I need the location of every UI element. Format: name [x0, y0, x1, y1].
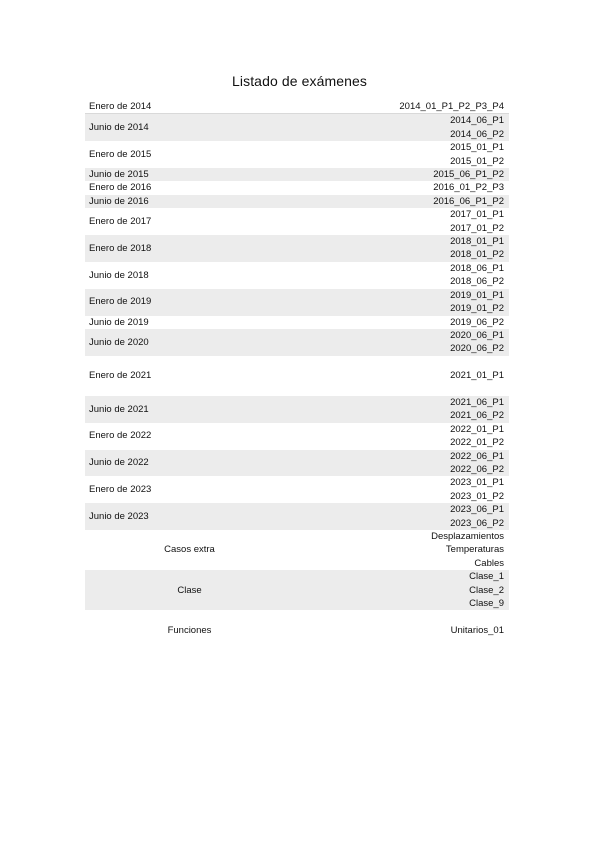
- exam-file-link[interactable]: Clase_2: [469, 584, 504, 596]
- exam-files: [294, 181, 509, 194]
- exam-period: Junio de 2020: [85, 329, 294, 356]
- exam-row: [85, 114, 509, 141]
- exam-row: [85, 396, 509, 423]
- exam-files: [294, 396, 509, 423]
- exam-files: [294, 141, 509, 168]
- exam-row: [85, 329, 509, 356]
- exam-row: [85, 208, 509, 235]
- exam-files: [294, 195, 509, 208]
- exam-files: [294, 262, 509, 289]
- exam-file-link[interactable]: 2023_06_P1: [450, 504, 504, 516]
- exam-file-link[interactable]: 2022_01_P2: [450, 437, 504, 449]
- exam-file-link[interactable]: Desplazamientos: [431, 531, 504, 542]
- exam-file-link[interactable]: 2019_06_P2: [450, 316, 504, 328]
- exam-file-link[interactable]: 2020_06_P2: [450, 343, 504, 355]
- exam-file-link[interactable]: 2015_01_P1: [450, 142, 504, 154]
- exam-file-link: [298, 356, 504, 369]
- exam-period: Funciones: [167, 624, 212, 636]
- exam-period: Enero de 2023: [89, 484, 152, 496]
- exam-files: [294, 329, 509, 356]
- exam-period: Enero de 2022: [89, 430, 152, 442]
- exam-period: Junio de 2022: [85, 450, 294, 477]
- exam-files: [294, 530, 509, 570]
- exam-row: [85, 289, 509, 316]
- exam-row: [85, 195, 509, 208]
- exam-files: [294, 100, 509, 114]
- exam-file-link[interactable]: 2015_06_P1_P2: [433, 169, 504, 181]
- exam-row: [85, 530, 509, 570]
- exam-file-link[interactable]: Temperaturas: [445, 544, 504, 556]
- exam-period: Junio de 2018: [89, 269, 149, 281]
- exam-row: [85, 316, 509, 329]
- exam-period: Casos extra: [164, 544, 215, 556]
- exam-period: Enero de 2014: [89, 101, 152, 112]
- exam-period: Clase: [85, 570, 294, 610]
- exam-file-link: [298, 383, 504, 396]
- exam-period: Junio de 2015: [85, 168, 294, 181]
- exam-file-link: [298, 637, 504, 650]
- exam-files: [294, 289, 509, 316]
- exam-file-link[interactable]: 2023_06_P2: [450, 517, 504, 529]
- exam-file-link[interactable]: 2021_06_P2: [450, 410, 504, 422]
- exam-period: Junio de 2014: [85, 114, 294, 141]
- exam-list-body: [85, 100, 509, 651]
- exam-files: [294, 168, 509, 181]
- exam-file-link[interactable]: 2014_06_P1: [450, 115, 504, 127]
- exam-row: [85, 100, 509, 114]
- exam-file-link[interactable]: 2020_06_P1: [450, 329, 504, 341]
- exam-file-link[interactable]: 2023_01_P2: [450, 490, 504, 502]
- exam-file-link[interactable]: Clase_1: [469, 571, 504, 583]
- exam-files: [294, 476, 509, 503]
- exam-files: [294, 450, 509, 477]
- exam-period: Junio de 2023: [85, 503, 294, 530]
- exam-files: [294, 610, 509, 650]
- exam-files: [294, 356, 509, 396]
- exam-files: [294, 503, 509, 530]
- exam-period: Enero de 2016: [89, 182, 152, 194]
- exam-file-link[interactable]: 2014_01_P1_P2_P3_P4: [399, 101, 504, 112]
- exam-file-link[interactable]: Unitarios_01: [450, 624, 504, 636]
- exam-row: [85, 181, 509, 194]
- exam-file-link[interactable]: 2014_06_P2: [450, 128, 504, 140]
- exam-row: [85, 570, 509, 610]
- exam-file-link: [298, 610, 504, 623]
- exam-file-link[interactable]: 2019_01_P2: [450, 303, 504, 315]
- exam-period: Enero de 2015: [89, 148, 152, 160]
- exam-row: [85, 168, 509, 181]
- exam-row: [85, 235, 509, 262]
- exam-file-link[interactable]: 2015_01_P2: [450, 155, 504, 167]
- exam-files: [294, 208, 509, 235]
- exam-file-link[interactable]: 2018_01_P2: [450, 249, 504, 261]
- exam-file-link[interactable]: Clase_9: [469, 598, 504, 610]
- exam-file-link[interactable]: 2023_01_P1: [450, 477, 504, 489]
- exam-file-link[interactable]: Cables: [474, 557, 504, 569]
- exam-files: [294, 235, 509, 262]
- exam-file-link[interactable]: 2016_06_P1_P2: [433, 195, 504, 207]
- exam-row: [85, 141, 509, 168]
- exam-file-link[interactable]: 2022_06_P1: [450, 450, 504, 462]
- exam-files: [294, 316, 509, 329]
- exam-row: [85, 610, 509, 650]
- exam-period: Enero de 2017: [89, 215, 152, 227]
- exam-file-link[interactable]: 2017_01_P2: [450, 222, 504, 234]
- exam-file-link[interactable]: 2022_06_P2: [450, 463, 504, 475]
- exam-row: [85, 262, 509, 289]
- exam-period: Junio de 2019: [89, 316, 149, 328]
- exam-row: [85, 450, 509, 477]
- exam-period: Junio de 2021: [85, 396, 294, 423]
- exam-period: Enero de 2021: [89, 370, 152, 382]
- exam-file-link[interactable]: 2022_01_P1: [450, 423, 504, 435]
- page-title: Listado de exámenes: [232, 73, 367, 89]
- exam-file-link[interactable]: 2019_01_P1: [450, 289, 504, 301]
- exam-files: [294, 423, 509, 450]
- exam-file-link[interactable]: 2017_01_P1: [450, 209, 504, 221]
- exam-period: Enero de 2019: [85, 289, 294, 316]
- exam-file-link[interactable]: 2021_01_P1: [450, 370, 504, 382]
- exam-file-link[interactable]: 2016_01_P2_P3: [433, 182, 504, 194]
- exam-row: [85, 423, 509, 450]
- exam-file-link[interactable]: 2021_06_P1: [450, 396, 504, 408]
- exam-file-link[interactable]: 2018_06_P1: [450, 262, 504, 274]
- exam-file-link[interactable]: 2018_01_P1: [450, 236, 504, 248]
- exam-files: [294, 114, 509, 141]
- exam-list-table: [85, 100, 509, 651]
- exam-row: [85, 503, 509, 530]
- exam-files: [294, 570, 509, 610]
- exam-period: Enero de 2018: [85, 235, 294, 262]
- exam-file-link[interactable]: 2018_06_P2: [450, 276, 504, 288]
- exam-row: [85, 476, 509, 503]
- exam-period: Junio de 2016: [85, 195, 294, 208]
- exam-row: [85, 356, 509, 396]
